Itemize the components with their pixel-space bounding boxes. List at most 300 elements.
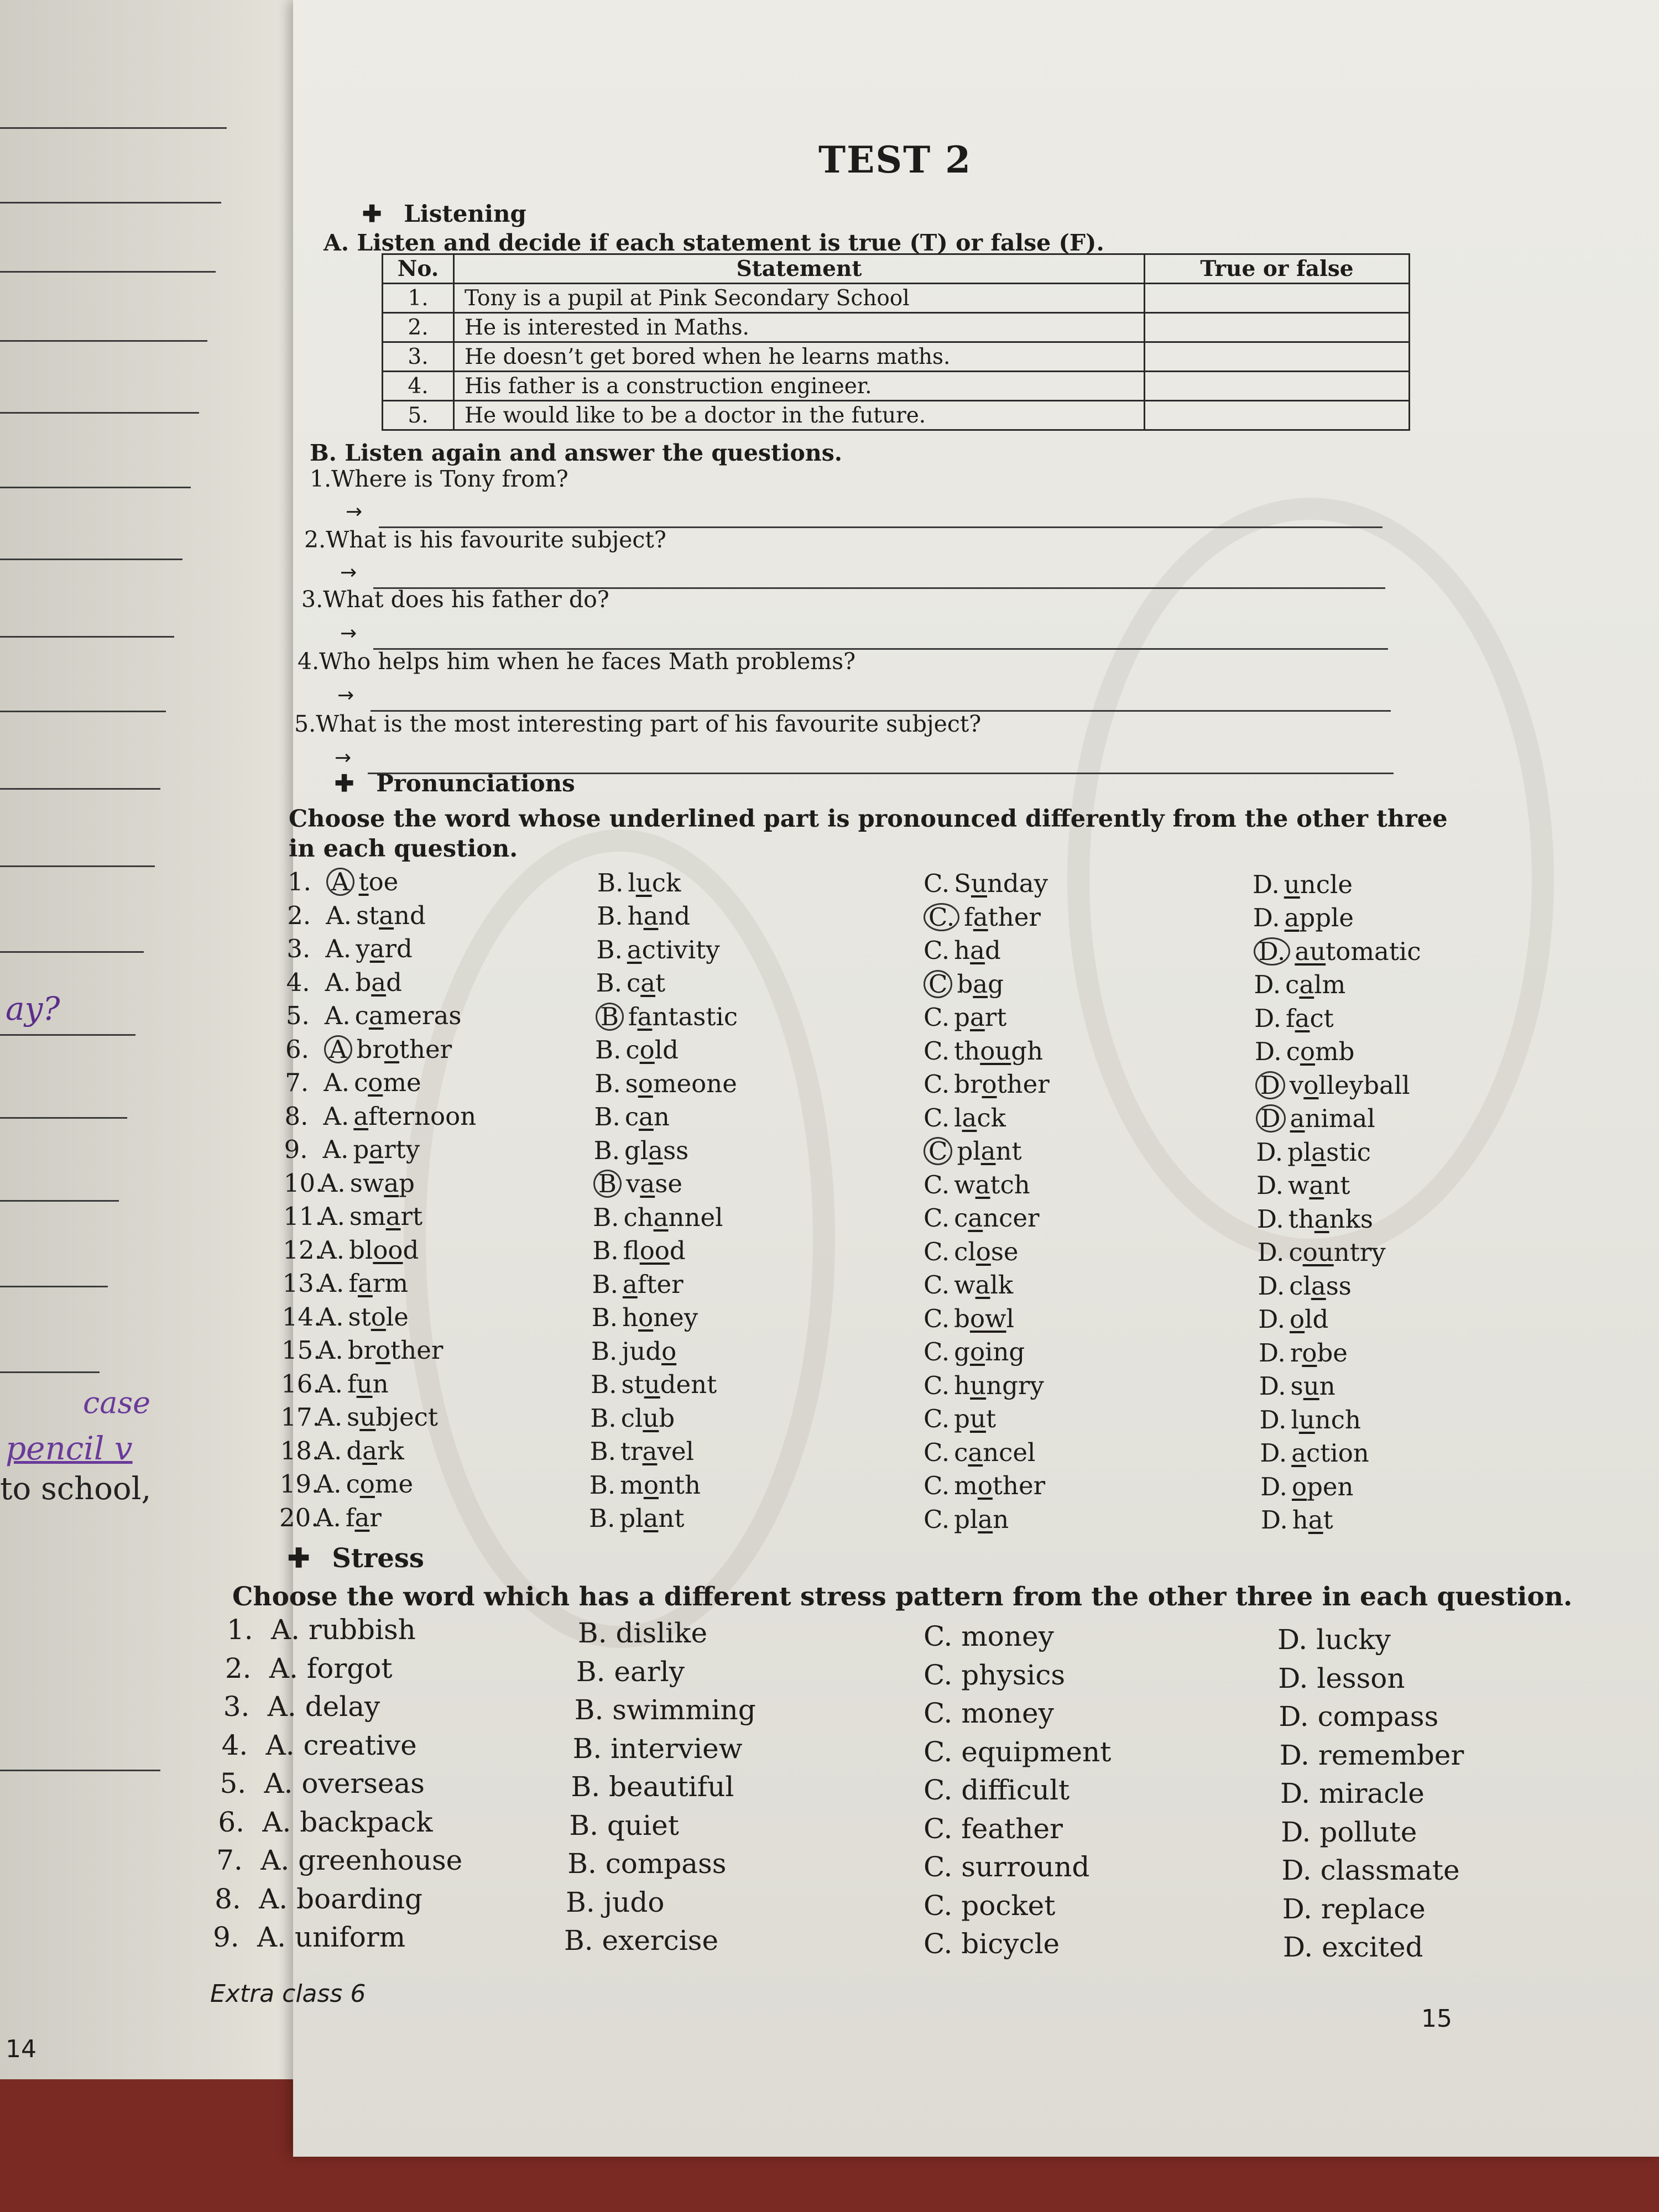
answer-option[interactable] [924, 1203, 1040, 1233]
option-word: going [954, 1337, 1025, 1366]
answer-option[interactable] [1253, 903, 1354, 932]
option-letter: A. [325, 967, 351, 997]
answer-option[interactable] [924, 936, 1001, 965]
option-letter: C. [924, 1003, 950, 1032]
option-letter: B. [590, 1403, 617, 1433]
answer-option[interactable] [320, 1168, 415, 1198]
option-word: calm [1285, 970, 1346, 999]
listening-question: 5.What is the most interesting part of his favourite subject? [294, 711, 982, 737]
answer-option[interactable] [589, 1470, 701, 1500]
row-number: 4. [383, 372, 454, 401]
option-word: cameras [354, 1001, 462, 1030]
arrow-icon: → [335, 747, 352, 769]
option-word: dark [346, 1436, 404, 1465]
answer-option[interactable] [594, 1136, 689, 1165]
answer-option[interactable] [589, 1504, 685, 1533]
answer-option[interactable] [1261, 1505, 1333, 1535]
option-word: want [1287, 1171, 1350, 1200]
answer-option[interactable] [1254, 1004, 1334, 1033]
part-b-instruction: B. Listen again and answer the questions. [310, 440, 843, 466]
answer-option[interactable]: C. feather [924, 1812, 1063, 1845]
question-number: 7. [216, 1844, 243, 1876]
option-word: stole [348, 1302, 409, 1332]
writing-line [0, 202, 221, 204]
row-statement: He doesn’t get bored when he learns maths. [454, 342, 1145, 372]
answer-option[interactable]: C. physics [924, 1658, 1066, 1691]
answer-option[interactable] [323, 1102, 476, 1131]
answer-option[interactable] [924, 1304, 1014, 1333]
answer-option[interactable]: A. backpack [262, 1806, 433, 1838]
answer-option[interactable] [592, 1303, 698, 1332]
answer-option[interactable] [316, 1436, 404, 1465]
option-letter: A. [319, 1168, 346, 1198]
option-word: hat [1292, 1505, 1333, 1535]
answer-option[interactable]: A. forgot [269, 1652, 393, 1684]
question-number: 10. [283, 1168, 324, 1198]
option-letter: A. [324, 1068, 350, 1097]
option-word: plastic [1287, 1137, 1371, 1167]
option-letter: C. [924, 1437, 950, 1467]
question-number: 17. [280, 1402, 320, 1432]
question-number: 13. [282, 1269, 322, 1298]
table-header-statement: Statement [454, 254, 1145, 284]
option-letter: D. [1259, 1405, 1287, 1434]
answer-option[interactable]: C. money [924, 1620, 1054, 1652]
option-word: though [954, 1036, 1044, 1066]
question-number: 8. [215, 1882, 241, 1915]
option-letter: A. [324, 1001, 351, 1030]
answer-option[interactable] [924, 1103, 1006, 1133]
option-letter: C. [924, 1504, 950, 1534]
true-false-table [382, 253, 1410, 431]
option-letter: B. [592, 1269, 618, 1299]
question-number: 5. [220, 1767, 247, 1799]
option-word: brother [954, 1070, 1050, 1099]
answer-option[interactable]: A. delay [267, 1691, 380, 1723]
handwritten-note: pencil v [6, 1430, 133, 1467]
option-letter: D. [1260, 1438, 1287, 1468]
answer-option[interactable] [317, 1369, 388, 1399]
answer-option[interactable]: C. equipment [924, 1735, 1112, 1768]
handwritten-note: ay? [6, 990, 60, 1027]
option-word: blood [349, 1235, 419, 1265]
answer-option[interactable] [324, 1035, 452, 1064]
answer-option[interactable] [325, 968, 402, 997]
option-letter: A. [323, 1101, 349, 1131]
option-word: fact [1285, 1003, 1334, 1033]
footer-label: Extra class 6 [210, 1980, 366, 2008]
question-number: 8. [284, 1101, 309, 1131]
option-letter: B [596, 1003, 624, 1031]
option-word: father [964, 902, 1041, 932]
writing-line [0, 636, 174, 638]
answer-option[interactable] [1260, 1472, 1353, 1501]
option-letter: B. [594, 1068, 621, 1098]
option-letter: C. [924, 1303, 950, 1333]
option-word: brother [347, 1335, 444, 1365]
answer-option[interactable]: B. early [576, 1655, 685, 1688]
option-letter: C. [924, 869, 950, 898]
writing-line [0, 559, 182, 560]
part-a-instruction: A. Listen and decide if each statement is true (T) or false (F). [324, 229, 1104, 256]
writing-line [0, 487, 191, 488]
answer-option[interactable] [1254, 970, 1345, 999]
option-letter: B. [591, 1370, 617, 1399]
row-answer-cell[interactable] [1145, 401, 1410, 430]
option-word: party [353, 1135, 420, 1164]
option-letter: D. [1260, 1472, 1287, 1501]
answer-option[interactable] [315, 1503, 382, 1532]
answer-option[interactable]: B. quiet [569, 1809, 679, 1841]
option-word: plant [957, 1136, 1022, 1166]
answer-option[interactable] [597, 868, 681, 898]
option-letter: D. [1254, 970, 1281, 999]
answer-option[interactable] [1254, 937, 1421, 966]
answer-option[interactable]: B. beautiful [571, 1771, 734, 1803]
answer-option[interactable]: A. overseas [264, 1767, 425, 1799]
option-letter: D. [1258, 1271, 1285, 1301]
answer-option[interactable] [317, 1335, 443, 1365]
table-header-no: No. [383, 254, 454, 284]
answer-option[interactable] [924, 1404, 996, 1433]
answer-option[interactable] [924, 1505, 1009, 1534]
page-title: TEST 2 [818, 138, 972, 181]
answer-option[interactable] [592, 1236, 685, 1265]
answer-option[interactable] [1258, 1271, 1351, 1301]
question-number: 9. [213, 1921, 239, 1953]
answer-option[interactable] [1256, 1104, 1375, 1133]
answer-option[interactable] [594, 1069, 737, 1098]
option-letter: D. [1258, 1305, 1286, 1334]
answer-option[interactable] [319, 1235, 419, 1265]
writing-line [0, 1371, 100, 1373]
answer-option[interactable] [325, 934, 412, 963]
option-word: part [954, 1003, 1007, 1032]
arrow-icon: → [337, 684, 354, 707]
answer-option[interactable]: B. exercise [564, 1924, 719, 1957]
option-letter: D. [1261, 1505, 1288, 1535]
answer-option[interactable] [1260, 1405, 1361, 1434]
answer-option[interactable] [596, 1002, 738, 1031]
option-letter: C. [924, 1270, 950, 1300]
option-word: vase [625, 1169, 682, 1198]
answer-option[interactable]: D. miracle [1280, 1777, 1425, 1809]
answer-line[interactable] [340, 622, 1388, 650]
answer-option[interactable]: C. bicycle [924, 1928, 1060, 1960]
option-word: robe [1290, 1338, 1348, 1368]
answer-line[interactable] [337, 684, 1391, 712]
answer-option[interactable]: B. compass [567, 1848, 727, 1880]
row-number: 2. [383, 313, 454, 342]
option-letter: D. [1256, 1171, 1284, 1200]
answer-option[interactable] [924, 1136, 1022, 1166]
option-letter: B. [591, 1303, 618, 1332]
answer-option[interactable]: D. classmate [1281, 1854, 1460, 1886]
option-word: after [622, 1269, 684, 1299]
option-letter: B. [596, 968, 622, 998]
option-word: open [1291, 1472, 1354, 1501]
answer-option[interactable]: B. dislike [578, 1617, 708, 1649]
listening-question: 2.What is his favourite subject? [304, 526, 666, 553]
writing-line [0, 951, 144, 953]
answer-option[interactable] [924, 1371, 1044, 1400]
answer-option[interactable] [1259, 1371, 1335, 1401]
option-letter: C. [924, 1103, 950, 1133]
answer-option[interactable] [924, 1003, 1006, 1032]
option-word: action [1291, 1438, 1369, 1468]
option-word: stand [356, 900, 426, 930]
option-letter: B. [594, 1102, 620, 1131]
answer-option[interactable]: D. remember [1279, 1739, 1464, 1771]
table-row [383, 284, 1410, 313]
answer-option[interactable] [1260, 1438, 1369, 1468]
option-letter: A. [319, 1235, 345, 1265]
option-word: fantastic [628, 1001, 738, 1031]
answer-option[interactable]: C. difficult [924, 1774, 1070, 1806]
answer-option[interactable] [319, 1269, 409, 1298]
writing-line [0, 788, 160, 790]
answer-option[interactable] [924, 869, 1048, 898]
answer-option[interactable] [596, 935, 719, 964]
option-word: come [346, 1469, 414, 1499]
answer-option[interactable] [1253, 870, 1353, 899]
question-number: 7. [285, 1068, 309, 1097]
answer-line[interactable] [340, 561, 1385, 589]
option-word: hand [627, 901, 691, 931]
option-word: cat [627, 968, 666, 998]
bullet-icon: ✚ [362, 200, 382, 227]
option-word: far [345, 1503, 382, 1532]
page-number: 15 [1421, 2005, 1452, 2033]
answer-option[interactable]: D. lesson [1278, 1662, 1405, 1694]
answer-option[interactable]: A. rubbish [271, 1614, 416, 1646]
answer-option[interactable]: D. pollute [1281, 1815, 1417, 1848]
option-letter: A [326, 868, 354, 896]
answer-option[interactable]: A. boarding [259, 1882, 423, 1915]
option-word: class [1289, 1271, 1352, 1301]
answer-option[interactable] [924, 1170, 1030, 1199]
row-answer-cell[interactable] [1145, 372, 1410, 401]
answer-option[interactable] [323, 1135, 420, 1164]
option-letter: B. [589, 1437, 616, 1466]
answer-option[interactable] [924, 902, 1041, 932]
answer-option[interactable] [593, 1203, 723, 1232]
answer-option[interactable]: D. replace [1282, 1892, 1426, 1925]
option-word: plant [619, 1504, 685, 1533]
option-letter: C. [924, 1036, 950, 1066]
row-answer-cell[interactable] [1145, 342, 1410, 372]
answer-option[interactable] [1257, 1204, 1373, 1234]
answer-option[interactable]: D. excited [1283, 1931, 1423, 1963]
option-letter: C. [924, 1070, 950, 1099]
table-row [383, 313, 1410, 342]
answer-option[interactable] [596, 968, 666, 998]
answer-option[interactable] [924, 1471, 1045, 1500]
answer-option[interactable] [316, 1469, 413, 1499]
writing-line [0, 412, 199, 414]
answer-option[interactable] [595, 1035, 679, 1065]
answer-option[interactable] [324, 1068, 421, 1097]
option-letter: B. [589, 1504, 615, 1533]
question-number: 4. [221, 1729, 248, 1761]
option-letter: C [924, 970, 952, 998]
answer-option[interactable] [593, 1169, 682, 1198]
answer-option[interactable] [1258, 1305, 1328, 1334]
option-word: someone [625, 1068, 737, 1098]
table-row [383, 372, 1410, 401]
answer-option[interactable]: D. lucky [1277, 1624, 1391, 1656]
option-word: channel [623, 1202, 723, 1232]
answer-option[interactable] [924, 1070, 1050, 1099]
answer-option[interactable] [325, 1001, 462, 1030]
option-letter: A. [315, 1469, 342, 1499]
option-letter: A [324, 1035, 352, 1063]
option-word: farm [348, 1269, 409, 1298]
answer-option[interactable] [591, 1337, 676, 1366]
answer-option[interactable]: C. surround [924, 1851, 1090, 1883]
writing-line [0, 340, 207, 342]
answer-option[interactable]: A. greenhouse [260, 1844, 463, 1876]
option-letter: D. [1254, 1037, 1282, 1066]
answer-option[interactable] [924, 1036, 1043, 1066]
answer-option[interactable] [1256, 1138, 1371, 1167]
answer-option[interactable] [924, 1337, 1025, 1366]
question-number: 20. [279, 1503, 319, 1532]
question-number: 11. [283, 1202, 323, 1231]
stress-instruction: Choose the word which has a different stress pattern from the other three in each question. [232, 1582, 1573, 1612]
answer-option[interactable] [1258, 1238, 1386, 1267]
option-word: lack [954, 1103, 1006, 1133]
answer-option[interactable] [1255, 1037, 1355, 1066]
answer-option[interactable]: B. interview [572, 1732, 743, 1765]
table-row [383, 342, 1410, 372]
option-word: volleyball [1289, 1070, 1410, 1100]
answer-option[interactable]: D. compass [1279, 1700, 1439, 1733]
question-number: 6. [285, 1034, 309, 1064]
option-word: flood [623, 1236, 686, 1265]
answer-option[interactable]: B. judo [566, 1886, 665, 1918]
row-statement: His father is a construction engineer. [454, 372, 1145, 401]
answer-option[interactable]: C. pocket [924, 1889, 1056, 1922]
answer-option[interactable] [924, 1270, 1013, 1300]
answer-option[interactable]: A. uniform [257, 1921, 406, 1953]
answer-option[interactable] [316, 1402, 438, 1432]
option-letter: B. [592, 1236, 619, 1265]
question-number: 4. [286, 967, 310, 997]
answer-option[interactable] [326, 867, 398, 896]
answer-option[interactable] [591, 1370, 717, 1399]
question-number: 18. [280, 1436, 320, 1465]
option-letter: C. [924, 1404, 950, 1433]
answer-option[interactable] [319, 1202, 422, 1231]
option-word: can [624, 1102, 670, 1131]
option-word: plan [954, 1504, 1009, 1534]
answer-option[interactable] [924, 969, 1004, 999]
answer-option[interactable] [592, 1270, 684, 1299]
option-letter: C. [924, 1237, 950, 1266]
option-letter: B. [597, 901, 623, 931]
option-word: bag [957, 969, 1004, 999]
answer-option[interactable] [1259, 1338, 1348, 1368]
option-letter: C. [924, 1170, 950, 1199]
answer-line[interactable] [346, 500, 1383, 528]
option-letter: C. [924, 936, 950, 965]
left-page-text: to school, [0, 1471, 152, 1507]
option-word: honey [622, 1303, 698, 1332]
option-word: automatic [1295, 936, 1421, 966]
option-letter: D. [1259, 1338, 1286, 1368]
table-row [383, 401, 1410, 430]
answer-option[interactable] [590, 1404, 675, 1433]
answer-option[interactable] [1255, 1071, 1410, 1100]
answer-option[interactable] [924, 1237, 1019, 1266]
pronunciation-instruction: Choose the word whose underlined part is pronounced differently from the other three in each question. [289, 805, 1448, 863]
option-word: had [954, 936, 1001, 965]
option-word: come [354, 1068, 421, 1097]
option-letter: D [1255, 1071, 1285, 1099]
answer-option[interactable] [924, 1438, 1035, 1467]
option-word: uncle [1284, 869, 1353, 899]
answer-option[interactable]: C. money [924, 1697, 1054, 1729]
option-word: country [1288, 1238, 1386, 1267]
row-answer-cell[interactable] [1145, 313, 1410, 342]
option-letter: B. [591, 1336, 618, 1366]
question-number: 5. [285, 1001, 310, 1030]
writing-line [0, 271, 216, 273]
pronunciation-heading: ✚ Pronunciations [335, 770, 575, 797]
answer-option[interactable] [318, 1302, 409, 1332]
answer-option[interactable] [1256, 1171, 1350, 1200]
option-word: activity [627, 935, 720, 964]
answer-option[interactable] [594, 1102, 669, 1131]
option-word: subject [347, 1402, 438, 1432]
option-letter: B. [589, 1470, 616, 1500]
option-letter: C. [924, 1370, 950, 1400]
table-header-true-false: True or false [1145, 254, 1410, 284]
option-letter: B. [593, 1135, 620, 1165]
stress-heading: ✚ Stress [288, 1543, 424, 1574]
writing-line [0, 1286, 108, 1287]
bullet-icon: ✚ [288, 1543, 310, 1574]
option-letter: D. [1253, 869, 1280, 899]
answer-option[interactable]: A. creative [265, 1729, 417, 1761]
option-letter: A. [318, 1269, 345, 1298]
writing-line [0, 1770, 160, 1771]
option-word: cancer [954, 1203, 1040, 1233]
row-answer-cell[interactable] [1145, 284, 1410, 313]
answer-option[interactable] [326, 901, 426, 930]
question-number: 9. [284, 1135, 308, 1164]
answer-option[interactable] [597, 901, 690, 931]
answer-option[interactable]: B. swimming [574, 1694, 756, 1726]
question-number: 19. [279, 1469, 320, 1499]
question-number: 2. [225, 1652, 252, 1684]
option-letter: A. [315, 1503, 341, 1532]
row-number: 5. [383, 401, 454, 430]
option-word: judo [622, 1336, 677, 1366]
writing-line [0, 711, 166, 712]
option-word: fun [347, 1369, 389, 1399]
option-word: thanks [1288, 1204, 1373, 1234]
answer-option[interactable] [590, 1437, 694, 1466]
question-number: 1. [288, 867, 311, 896]
question-number: 6. [218, 1806, 245, 1838]
option-word: old [1290, 1305, 1329, 1334]
option-word: yard [356, 934, 413, 963]
option-letter: A. [326, 900, 352, 930]
option-word: brother [356, 1034, 452, 1064]
option-word: sun [1290, 1371, 1335, 1401]
